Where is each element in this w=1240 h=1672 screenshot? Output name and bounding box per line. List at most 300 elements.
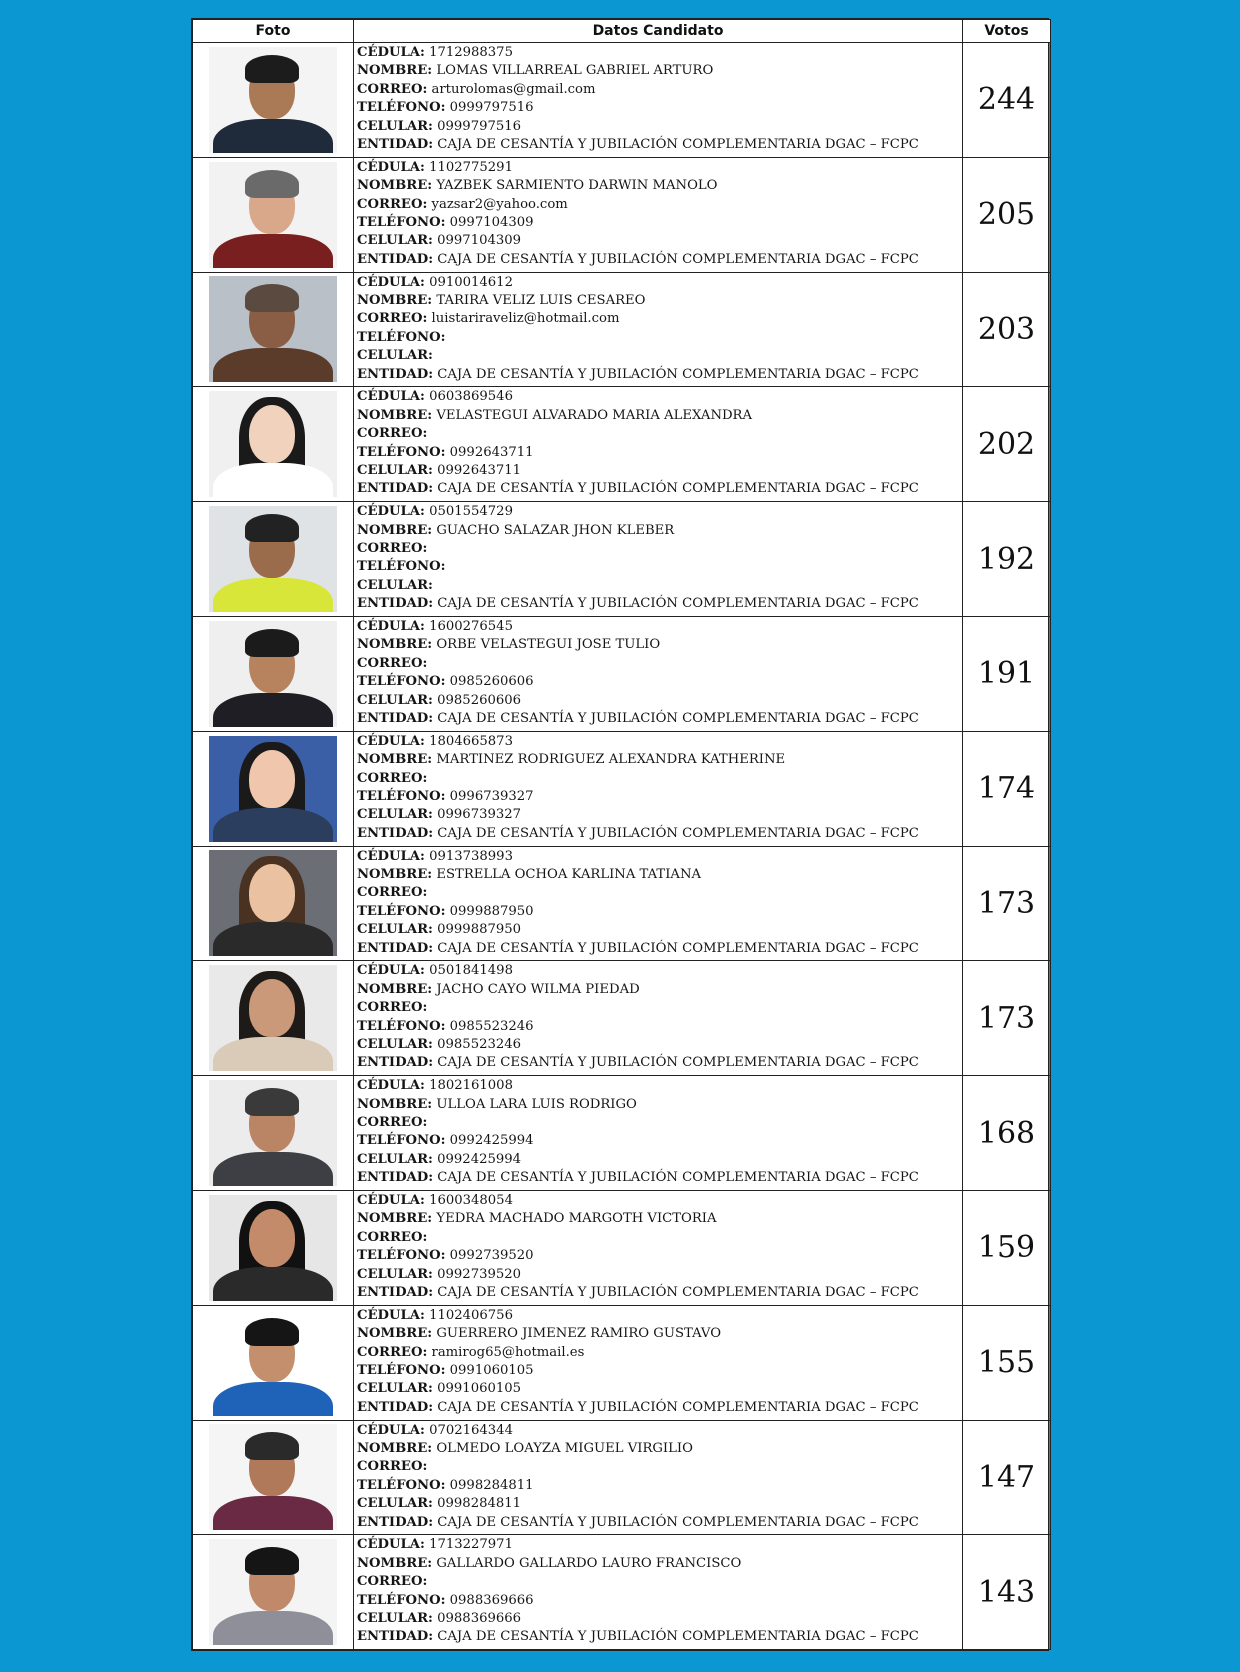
field-celular [357,806,959,824]
field-label-nombre: NOMBRE: [357,866,433,882]
field-label-entidad: ENTIDAD: [357,1170,434,1186]
field-correo [357,770,959,788]
candidate-photo [209,621,337,727]
field-cedula [357,848,959,866]
field-value-telefono: 0997104309 [449,215,534,231]
field-value-telefono: 0985260606 [449,674,534,690]
field-correo [357,196,959,214]
field-nombre [357,1440,959,1458]
votes-count: 192 [963,502,1051,617]
field-label-entidad: ENTIDAD: [357,137,434,153]
field-value-cedula: 1102775291 [429,159,513,175]
field-correo [357,999,959,1017]
field-correo [357,884,959,902]
votes-count: 174 [963,731,1051,846]
candidate-data-cell [354,1535,963,1650]
table-row [193,157,1051,272]
table-row [193,1535,1051,1650]
candidate-photo [209,1195,337,1301]
field-value-nombre: OLMEDO LOAYZA MIGUEL VIRGILIO [436,1440,693,1456]
field-value-entidad: CAJA DE CESANTÍA Y JUBILACIÓN COMPLEMENTARIA DGAC – FCPC [437,366,919,382]
field-value-celular: 0991060105 [437,1381,522,1397]
field-label-celular: CELULAR: [357,348,433,364]
field-telefono [357,214,959,232]
field-celular [357,921,959,939]
field-correo [357,1458,959,1476]
table-row [193,272,1051,387]
photo-cell [193,1535,354,1650]
votes-count: 173 [963,846,1051,961]
field-label-correo: CORREO: [357,1574,428,1590]
candidate-photo [209,506,337,612]
field-label-celular: CELULAR: [357,1381,433,1397]
candidate-photo [209,1424,337,1530]
field-cedula [357,733,959,751]
field-entidad [357,940,959,958]
field-nombre [357,1325,959,1343]
field-label-telefono: TELÉFONO: [357,329,446,345]
field-label-correo: CORREO: [357,885,428,901]
field-value-celular: 0998284811 [437,1496,522,1512]
field-label-telefono: TELÉFONO: [357,1477,446,1493]
field-value-celular: 0999887950 [437,922,522,938]
field-cedula [357,1192,959,1210]
field-celular [357,462,959,480]
field-celular [357,1380,959,1398]
field-value-celular: 0985260606 [437,692,522,708]
votes-count: 173 [963,961,1051,1076]
field-value-celular: 0992739520 [437,1266,522,1282]
field-entidad [357,480,959,498]
field-telefono [357,903,959,921]
field-label-nombre: NOMBRE: [357,293,433,308]
table-row [193,502,1051,617]
field-label-telefono: TELÉFONO: [357,444,446,460]
field-label-correo: CORREO: [357,770,428,786]
header-votos: Votos [963,20,1051,43]
field-entidad [357,136,959,154]
field-cedula [357,44,959,62]
photo-cell [193,1190,354,1305]
field-label-correo: CORREO: [357,426,428,442]
photo-cell [193,961,354,1076]
candidate-data-cell [354,1190,963,1305]
field-label-cedula: CÉDULA: [357,1307,425,1323]
field-entidad [357,825,959,843]
candidate-photo [209,1539,337,1645]
table-row [193,1420,1051,1535]
field-label-correo: CORREO: [357,1000,428,1016]
field-label-nombre: NOMBRE: [357,981,433,997]
field-cedula [357,1536,959,1554]
field-correo [357,1114,959,1132]
table-row [193,387,1051,502]
votes-count: 147 [963,1420,1051,1535]
field-value-nombre: TARIRA VELIZ LUIS CESAREO [436,293,646,308]
field-entidad [357,251,959,269]
field-label-telefono: TELÉFONO: [357,1362,446,1378]
candidate-photo [209,47,337,153]
field-telefono [357,329,959,347]
field-value-celular: 0985523246 [437,1037,522,1052]
field-value-telefono: 0996739327 [449,789,534,804]
field-entidad [357,366,959,384]
field-label-telefono: TELÉFONO: [357,789,446,804]
field-nombre [357,1555,959,1573]
field-correo [357,540,959,558]
field-entidad [357,710,959,728]
candidate-data-cell [354,157,963,272]
field-value-correo: ramirog65@hotmail.es [431,1344,585,1360]
field-label-celular: CELULAR: [357,1151,433,1167]
field-label-celular: CELULAR: [357,1610,433,1626]
field-label-cedula: CÉDULA: [357,848,425,864]
field-label-correo: CORREO: [357,1344,428,1360]
field-value-cedula: 0910014612 [429,274,513,290]
field-correo [357,1229,959,1247]
field-value-nombre: LOMAS VILLARREAL GABRIEL ARTURO [436,63,714,79]
field-value-cedula: 0501554729 [429,504,513,520]
photo-cell [193,616,354,731]
candidate-photo [209,1080,337,1186]
field-label-nombre: NOMBRE: [357,1096,433,1112]
field-label-entidad: ENTIDAD: [357,1629,434,1645]
field-value-cedula: 0501841498 [429,963,513,979]
candidate-data-cell [354,1420,963,1535]
field-telefono [357,1362,959,1380]
candidate-data-cell [354,387,963,502]
votes-count: 168 [963,1076,1051,1191]
field-cedula [357,274,959,292]
votes-count: 191 [963,616,1051,731]
field-celular [357,577,959,595]
field-label-telefono: TELÉFONO: [357,1133,446,1149]
field-cedula [357,159,959,177]
photo-cell [193,157,354,272]
field-value-telefono: 0992739520 [449,1248,534,1264]
field-label-telefono: TELÉFONO: [357,559,446,575]
field-nombre [357,177,959,195]
field-value-entidad: CAJA DE CESANTÍA Y JUBILACIÓN COMPLEMENTARIA DGAC – FCPC [437,711,919,727]
field-telefono [357,1477,959,1495]
field-label-celular: CELULAR: [357,807,433,823]
field-value-celular: 0997104309 [437,233,522,249]
field-value-telefono: 0985523246 [449,1018,534,1034]
field-value-nombre: ESTRELLA OCHOA KARLINA TATIANA [436,866,702,882]
field-entidad [357,1399,959,1417]
field-label-cedula: CÉDULA: [357,389,425,405]
field-label-entidad: ENTIDAD: [357,1514,434,1530]
field-label-correo: CORREO: [357,1229,428,1245]
field-label-cedula: CÉDULA: [357,1078,425,1094]
field-label-correo: CORREO: [357,1114,428,1130]
field-entidad [357,1628,959,1646]
table-row [193,731,1051,846]
field-label-correo: CORREO: [357,541,428,556]
field-correo [357,310,959,328]
votes-count: 205 [963,157,1051,272]
field-label-nombre: NOMBRE: [357,1326,433,1342]
field-value-cedula: 1102406756 [429,1307,513,1323]
table-header-row [193,20,1051,43]
field-label-cedula: CÉDULA: [357,274,425,290]
field-value-correo: yazsar2@yahoo.com [431,196,568,212]
votes-count: 155 [963,1305,1051,1420]
field-label-celular: CELULAR: [357,577,433,593]
photo-cell [193,387,354,502]
field-label-nombre: NOMBRE: [357,1440,433,1456]
field-label-celular: CELULAR: [357,118,433,134]
field-label-telefono: TELÉFONO: [357,674,446,690]
field-value-telefono: 0998284811 [449,1477,534,1493]
field-nombre [357,636,959,654]
field-value-nombre: YEDRA MACHADO MARGOTH VICTORIA [436,1211,717,1227]
field-value-cedula: 0913738993 [429,848,513,864]
field-celular [357,232,959,250]
candidate-data-cell [354,502,963,617]
field-value-entidad: CAJA DE CESANTÍA Y JUBILACIÓN COMPLEMENTARIA DGAC – FCPC [437,481,919,497]
field-nombre [357,62,959,80]
field-cedula [357,1422,959,1440]
field-label-celular: CELULAR: [357,1266,433,1282]
table-row [193,616,1051,731]
field-label-correo: CORREO: [357,81,428,97]
votes-count: 143 [963,1535,1051,1650]
field-value-entidad: CAJA DE CESANTÍA Y JUBILACIÓN COMPLEMENTARIA DGAC – FCPC [437,1399,919,1415]
field-value-entidad: CAJA DE CESANTÍA Y JUBILACIÓN COMPLEMENTARIA DGAC – FCPC [437,251,919,267]
field-value-cedula: 1804665873 [429,733,513,749]
field-value-nombre: ORBE VELASTEGUI JOSE TULIO [436,637,661,653]
table-row [193,43,1051,158]
field-label-cedula: CÉDULA: [357,45,425,60]
field-telefono [357,1132,959,1150]
field-label-cedula: CÉDULA: [357,733,425,749]
table-row [193,1076,1051,1191]
field-value-celular: 0999797516 [437,118,522,134]
table-row [193,1190,1051,1305]
field-value-celular: 0992643711 [437,463,522,479]
candidate-photo [209,850,337,956]
field-value-nombre: MARTINEZ RODRIGUEZ ALEXANDRA KATHERINE [436,752,786,768]
field-entidad [357,595,959,613]
field-value-entidad: CAJA DE CESANTÍA Y JUBILACIÓN COMPLEMENTARIA DGAC – FCPC [437,1514,919,1530]
field-value-correo: arturolomas@gmail.com [431,81,596,97]
candidate-data-cell [354,1305,963,1420]
candidates-sheet [191,18,1049,1651]
field-telefono [357,788,959,806]
field-celular [357,692,959,710]
votes-count: 244 [963,43,1051,158]
field-label-correo: CORREO: [357,311,428,327]
field-label-correo: CORREO: [357,1459,428,1475]
field-celular [357,118,959,136]
candidate-data-cell [354,846,963,961]
field-label-telefono: TELÉFONO: [357,215,446,231]
field-telefono [357,1247,959,1265]
field-value-correo: luistariraveliz@hotmail.com [431,311,620,327]
field-correo [357,1344,959,1362]
field-label-telefono: TELÉFONO: [357,1018,446,1034]
field-value-cedula: 1802161008 [429,1078,513,1094]
field-celular [357,1151,959,1169]
field-telefono [357,1592,959,1610]
field-label-telefono: TELÉFONO: [357,903,446,919]
field-cedula [357,1077,959,1095]
field-label-entidad: ENTIDAD: [357,1055,434,1071]
field-value-entidad: CAJA DE CESANTÍA Y JUBILACIÓN COMPLEMENTARIA DGAC – FCPC [437,137,919,153]
field-value-cedula: 1712988375 [429,45,513,60]
candidate-data-cell [354,961,963,1076]
field-telefono [357,558,959,576]
field-label-correo: CORREO: [357,196,428,212]
field-label-entidad: ENTIDAD: [357,825,434,841]
field-value-telefono: 0988369666 [449,1592,534,1608]
field-label-celular: CELULAR: [357,692,433,708]
field-label-entidad: ENTIDAD: [357,940,434,956]
field-label-celular: CELULAR: [357,463,433,479]
field-nombre [357,292,959,310]
field-label-entidad: ENTIDAD: [357,366,434,382]
field-label-nombre: NOMBRE: [357,407,433,423]
field-correo [357,1573,959,1591]
field-label-entidad: ENTIDAD: [357,711,434,727]
field-label-cedula: CÉDULA: [357,618,425,634]
field-value-entidad: CAJA DE CESANTÍA Y JUBILACIÓN COMPLEMENTARIA DGAC – FCPC [437,1055,919,1071]
photo-cell [193,502,354,617]
candidate-photo [209,965,337,1071]
field-value-nombre: JACHO CAYO WILMA PIEDAD [436,981,640,997]
candidates-table [192,19,1051,1650]
photo-cell [193,272,354,387]
field-nombre [357,407,959,425]
field-value-nombre: GALLARDO GALLARDO LAURO FRANCISCO [436,1555,742,1571]
field-value-celular: 0988369666 [437,1610,522,1626]
candidate-data-cell [354,1076,963,1191]
field-value-celular: 0996739327 [437,807,522,823]
candidate-photo [209,162,337,268]
field-value-telefono: 0999797516 [449,100,534,116]
field-value-cedula: 1713227971 [429,1537,513,1553]
candidate-photo [209,1310,337,1416]
photo-cell [193,731,354,846]
field-value-nombre: GUERRERO JIMENEZ RAMIRO GUSTAVO [436,1326,722,1342]
field-nombre [357,981,959,999]
field-telefono [357,99,959,117]
field-nombre [357,751,959,769]
field-label-celular: CELULAR: [357,1037,433,1052]
field-entidad [357,1514,959,1532]
field-entidad [357,1169,959,1187]
field-label-nombre: NOMBRE: [357,637,433,653]
candidate-data-cell [354,43,963,158]
field-label-nombre: NOMBRE: [357,178,433,194]
field-label-nombre: NOMBRE: [357,522,433,538]
field-nombre [357,1210,959,1228]
field-value-telefono: 0991060105 [449,1362,534,1378]
field-value-cedula: 1600348054 [429,1192,513,1208]
field-correo [357,655,959,673]
field-value-cedula: 0702164344 [429,1422,513,1438]
field-cedula [357,388,959,406]
field-celular [357,1495,959,1513]
field-value-telefono: 0992425994 [449,1133,534,1149]
field-label-celular: CELULAR: [357,922,433,938]
votes-count: 159 [963,1190,1051,1305]
field-value-entidad: CAJA DE CESANTÍA Y JUBILACIÓN COMPLEMENTARIA DGAC – FCPC [437,1170,919,1186]
candidate-photo [209,276,337,382]
field-nombre [357,1096,959,1114]
field-correo [357,425,959,443]
field-celular [357,347,959,365]
field-value-entidad: CAJA DE CESANTÍA Y JUBILACIÓN COMPLEMENTARIA DGAC – FCPC [437,596,919,612]
field-label-correo: CORREO: [357,655,428,671]
photo-cell [193,1420,354,1535]
field-value-telefono: 0999887950 [449,903,534,919]
votes-count: 203 [963,272,1051,387]
field-label-cedula: CÉDULA: [357,963,425,979]
photo-cell [193,1076,354,1191]
field-value-entidad: CAJA DE CESANTÍA Y JUBILACIÓN COMPLEMENTARIA DGAC – FCPC [437,825,919,841]
field-value-nombre: YAZBEK SARMIENTO DARWIN MANOLO [436,178,718,194]
field-value-cedula: 0603869546 [429,389,513,405]
field-value-cedula: 1600276545 [429,618,513,634]
field-label-telefono: TELÉFONO: [357,1592,446,1608]
field-entidad [357,1054,959,1072]
field-label-entidad: ENTIDAD: [357,596,434,612]
field-label-nombre: NOMBRE: [357,752,433,768]
candidate-data-cell [354,731,963,846]
field-label-celular: CELULAR: [357,1496,433,1512]
photo-cell [193,1305,354,1420]
field-label-cedula: CÉDULA: [357,1537,425,1553]
field-label-telefono: TELÉFONO: [357,100,446,116]
field-label-entidad: ENTIDAD: [357,251,434,267]
field-label-entidad: ENTIDAD: [357,481,434,497]
field-label-cedula: CÉDULA: [357,1192,425,1208]
table-row [193,1305,1051,1420]
header-foto: Foto [193,20,354,43]
field-celular [357,1036,959,1054]
field-telefono [357,444,959,462]
field-label-celular: CELULAR: [357,233,433,249]
candidate-photo [209,736,337,842]
votes-count: 202 [963,387,1051,502]
photo-cell [193,846,354,961]
field-value-telefono: 0992643711 [449,444,534,460]
table-row [193,846,1051,961]
field-label-cedula: CÉDULA: [357,1422,425,1438]
field-label-nombre: NOMBRE: [357,1555,433,1571]
field-telefono [357,1018,959,1036]
photo-cell [193,43,354,158]
field-celular [357,1266,959,1284]
field-label-entidad: ENTIDAD: [357,1399,434,1415]
header-datos-candidato: Datos Candidato [354,20,963,43]
field-correo [357,81,959,99]
field-cedula [357,618,959,636]
table-row [193,961,1051,1076]
field-celular [357,1610,959,1628]
field-cedula [357,503,959,521]
field-nombre [357,522,959,540]
field-cedula [357,962,959,980]
candidate-data-cell [354,616,963,731]
field-value-nombre: VELASTEGUI ALVARADO MARIA ALEXANDRA [436,407,753,423]
field-value-nombre: GUACHO SALAZAR JHON KLEBER [436,522,675,538]
field-cedula [357,1307,959,1325]
field-label-nombre: NOMBRE: [357,63,433,79]
field-value-entidad: CAJA DE CESANTÍA Y JUBILACIÓN COMPLEMENTARIA DGAC – FCPC [437,1629,919,1645]
